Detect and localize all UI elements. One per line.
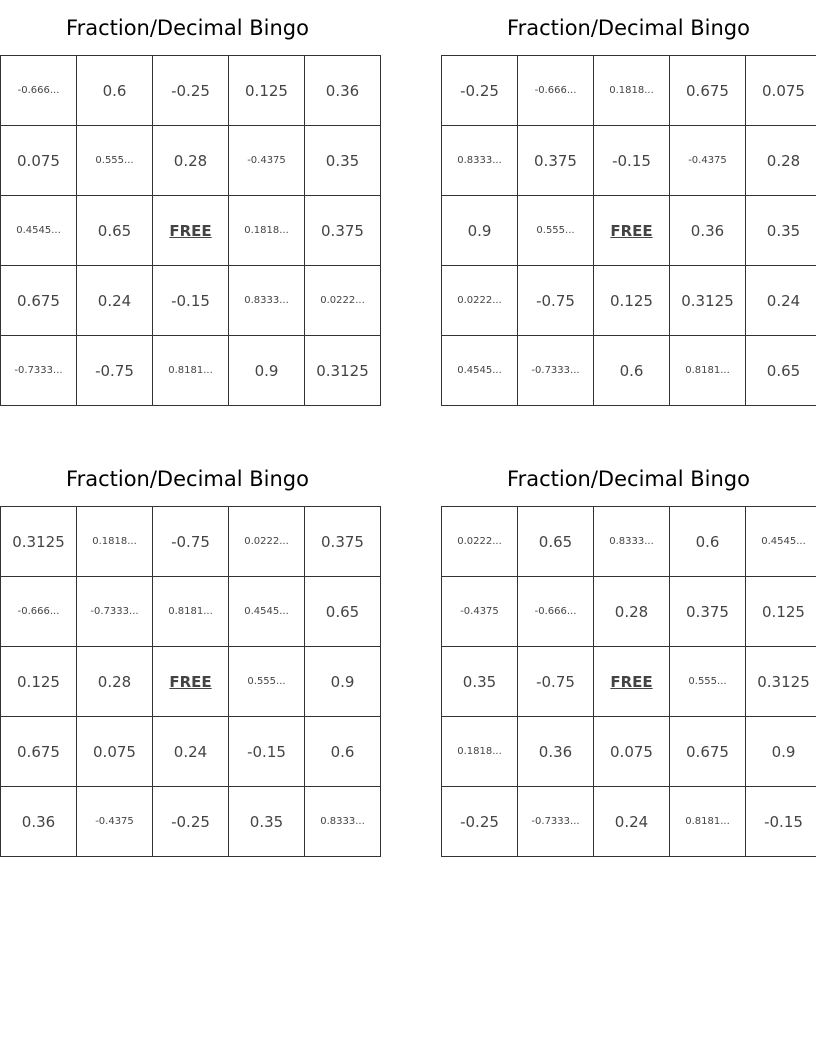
bingo-cell: 0.555... [77,126,153,196]
bingo-cell: -0.666... [518,577,594,647]
bingo-row [1,717,381,787]
bingo-cell: -0.7333... [518,336,594,406]
bingo-row [1,196,381,266]
bingo-cell: 0.36 [518,717,594,787]
bingo-cell: 0.8333... [229,266,305,336]
bingo-cell: 0.075 [1,126,77,196]
bingo-cell: 0.555... [670,647,746,717]
bingo-cell: 0.4545... [1,196,77,266]
bingo-cell: -0.25 [153,787,229,857]
bingo-grid [0,55,381,406]
bingo-cell: 0.4545... [442,336,518,406]
bingo-cell: 0.0222... [229,507,305,577]
bingo-cell: 0.6 [594,336,670,406]
bingo-row [442,717,816,787]
bingo-cell: 0.4545... [746,507,816,577]
bingo-row [442,266,816,336]
bingo-cell: 0.8181... [153,336,229,406]
free-space-cell: FREE [153,647,229,717]
bingo-cell: 0.35 [746,196,816,266]
bingo-cell: 0.8181... [670,336,746,406]
bingo-cell: 0.1818... [77,507,153,577]
bingo-cell: 0.375 [670,577,746,647]
bingo-cell: 0.0222... [442,507,518,577]
bingo-cell: 0.1818... [594,56,670,126]
bingo-row [442,336,816,406]
bingo-cell: 0.125 [229,56,305,126]
bingo-cell: 0.36 [1,787,77,857]
card-title: Fraction/Decimal Bingo [66,467,309,491]
bingo-cell: 0.65 [77,196,153,266]
bingo-grid [0,506,381,857]
bingo-cell: 0.675 [670,717,746,787]
bingo-cell: 0.3125 [1,507,77,577]
bingo-row [442,196,816,266]
bingo-cell: 0.36 [670,196,746,266]
bingo-cell: 0.24 [77,266,153,336]
bingo-cell: 0.9 [442,196,518,266]
bingo-row [1,507,381,577]
bingo-cell: -0.75 [518,266,594,336]
bingo-cell: 0.125 [594,266,670,336]
bingo-row [1,126,381,196]
bingo-row [1,787,381,857]
bingo-cell: 0.375 [305,196,381,266]
bingo-row [1,266,381,336]
bingo-cell: 0.555... [229,647,305,717]
bingo-row [1,56,381,126]
bingo-card-2 [441,0,816,406]
bingo-cell: 0.125 [746,577,816,647]
bingo-cell: -0.4375 [670,126,746,196]
bingo-cell: 0.075 [594,717,670,787]
bingo-cell: 0.6 [670,507,746,577]
bingo-cell: 0.35 [229,787,305,857]
bingo-cell: 0.1818... [229,196,305,266]
bingo-cell: -0.7333... [1,336,77,406]
free-space-cell: FREE [594,196,670,266]
bingo-cell: 0.375 [305,507,381,577]
bingo-cell: -0.25 [442,56,518,126]
bingo-row [1,336,381,406]
bingo-cell: 0.8181... [153,577,229,647]
bingo-cell: 0.555... [518,196,594,266]
bingo-cell: 0.24 [594,787,670,857]
bingo-cell: 0.65 [518,507,594,577]
bingo-cell: 0.675 [1,266,77,336]
bingo-cell: -0.15 [229,717,305,787]
bingo-cell: 0.125 [1,647,77,717]
bingo-cell: -0.75 [518,647,594,717]
bingo-cell: -0.15 [153,266,229,336]
bingo-cell: 0.075 [77,717,153,787]
bingo-cell: 0.9 [746,717,816,787]
bingo-cell: -0.15 [594,126,670,196]
bingo-grid [441,506,816,857]
bingo-cell: 0.6 [305,717,381,787]
card-title: Fraction/Decimal Bingo [507,467,750,491]
bingo-grid [441,55,816,406]
bingo-cell: 0.8333... [442,126,518,196]
bingo-cell: -0.666... [1,577,77,647]
bingo-row [1,577,381,647]
bingo-cell: -0.666... [518,56,594,126]
bingo-cell: -0.25 [442,787,518,857]
card-title: Fraction/Decimal Bingo [66,16,309,40]
bingo-cell: -0.75 [153,507,229,577]
bingo-row [442,577,816,647]
bingo-cell: 0.8333... [305,787,381,857]
bingo-cell: 0.4545... [229,577,305,647]
bingo-row [442,787,816,857]
bingo-row [442,56,816,126]
bingo-cell: 0.675 [670,56,746,126]
bingo-row [442,126,816,196]
bingo-cell: 0.35 [305,126,381,196]
free-space-cell: FREE [594,647,670,717]
bingo-cell: -0.4375 [442,577,518,647]
bingo-cell: 0.675 [1,717,77,787]
bingo-cell: 0.28 [746,126,816,196]
bingo-row [442,507,816,577]
bingo-cell: 0.28 [153,126,229,196]
bingo-cell: -0.7333... [518,787,594,857]
bingo-cell: 0.9 [305,647,381,717]
card-title: Fraction/Decimal Bingo [507,16,750,40]
bingo-cell: -0.75 [77,336,153,406]
bingo-cell: 0.65 [305,577,381,647]
bingo-cell: 0.075 [746,56,816,126]
bingo-cell: 0.8181... [670,787,746,857]
bingo-cell: -0.15 [746,787,816,857]
bingo-cell: 0.3125 [305,336,381,406]
bingo-cell: 0.65 [746,336,816,406]
bingo-cell: -0.7333... [77,577,153,647]
bingo-cell: 0.28 [77,647,153,717]
bingo-cell: 0.9 [229,336,305,406]
bingo-cell: 0.0222... [305,266,381,336]
bingo-cell: -0.666... [1,56,77,126]
bingo-cell: -0.4375 [229,126,305,196]
bingo-cell: 0.0222... [442,266,518,336]
bingo-cell: 0.28 [594,577,670,647]
bingo-card-4 [441,451,816,857]
bingo-cell: 0.24 [746,266,816,336]
bingo-cell: 0.3125 [746,647,816,717]
bingo-cell: 0.3125 [670,266,746,336]
bingo-cell: 0.6 [77,56,153,126]
bingo-row [1,647,381,717]
bingo-cell: 0.24 [153,717,229,787]
bingo-cell: -0.4375 [77,787,153,857]
bingo-cell: 0.375 [518,126,594,196]
free-space-cell: FREE [153,196,229,266]
bingo-cell: -0.25 [153,56,229,126]
bingo-row [442,647,816,717]
bingo-cell: 0.1818... [442,717,518,787]
bingo-cell: 0.35 [442,647,518,717]
bingo-card-3 [0,451,375,857]
bingo-card-1 [0,0,375,406]
bingo-cell: 0.36 [305,56,381,126]
bingo-cell: 0.8333... [594,507,670,577]
